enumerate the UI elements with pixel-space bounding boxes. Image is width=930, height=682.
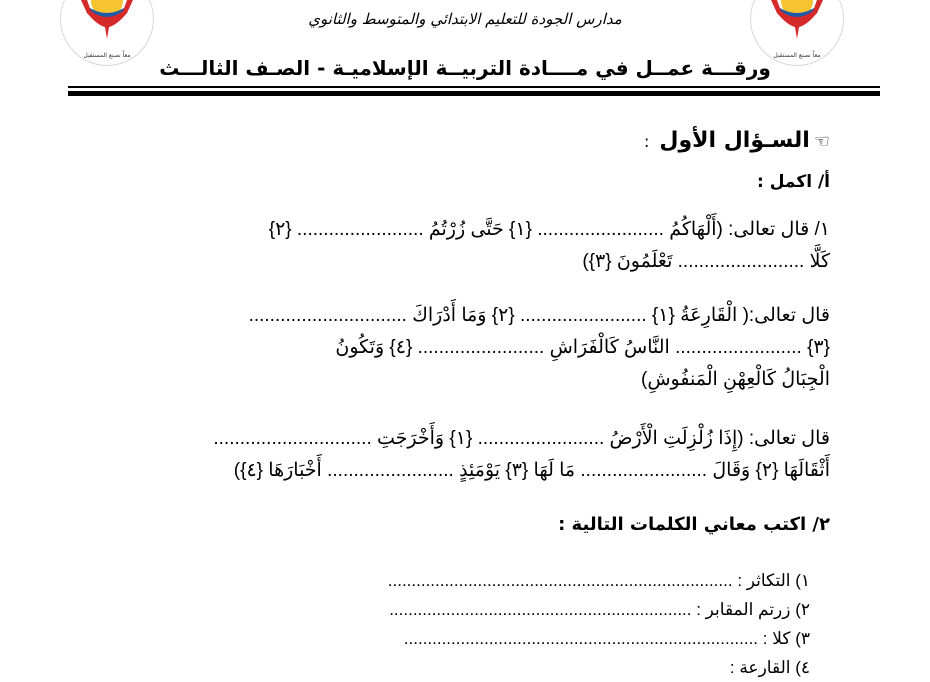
meaning-item [290,566,810,595]
meaning-label: ٤) القارعة : [729,658,810,677]
question1-heading [100,128,830,153]
meaning-blank[interactable]: ........................................................................... [403,629,759,648]
meaning-item [290,624,810,653]
meaning-blank[interactable]: ......................................................................... [387,571,733,590]
part-a-heading: أ/ اكمل : [757,172,830,192]
meaning-item [290,653,810,682]
header-divider-thin [68,86,880,88]
verse-item-2 [100,300,830,396]
question1-colon: : [643,132,650,151]
verse-line: {٣} ........................ النَّاسُ كَالْفَرَاشِ ........................ {٤} وَتَكُونُ [335,337,830,358]
question2-heading: ٢/ اكتب معاني الكلمات التالية : [558,514,830,535]
verse-item-3 [100,423,830,487]
verse-line: الْجِبَالُ كَالْعِهْنِ الْمَنفُوشِ) [641,369,830,390]
worksheet-title: ورقـــة عمــل في مــــادة التربيــة الإسلاميـة - الصـف الثالـــث [159,56,771,80]
meaning-label: ١) التكاثر : [737,571,810,590]
meaning-item [290,595,810,624]
meaning-label: ٢) زرتم المقابر : [696,600,810,619]
school-name: مدارس الجودة للتعليم الابتدائي والمتوسط والثانوي [308,10,622,28]
header-divider-thick [68,91,880,96]
logo-motto: معاً نصنع المستقبل [773,52,821,59]
verse-line: قال تعالى: (إِذَا زُلْزِلَتِ الْأَرْضُ ........................ {١} وَأَخْرَجَتِ .............................. [213,428,830,449]
meanings-list [290,566,810,682]
meaning-label: ٣) كلا : [762,629,810,648]
verse-line: كَلَّا ........................ تَعْلَمُونَ {٣}) [582,251,830,272]
logo-motto: معاً نصنع المستقبل [83,52,131,59]
question1-title: السـؤال الأول [659,128,810,153]
verse-line: أَثْقَالَهَا {٢} وَقَالَ ........................ مَا لَهَا {٣} يَوْمَئِذٍ ........................ أَخْبَارَهَا {٤}) [233,460,830,481]
meaning-blank[interactable]: ................................................................ [389,600,692,619]
verse-item-1 [100,214,830,278]
verse-line: ١/ قال تعالى: (أَلْهَاكُمُ ........................ {١} حَتَّى زُرْتُمُ ........................ {٢} [268,219,830,240]
verse-line: قال تعالى:( الْقَارِعَةُ {١} ........................ {٢} وَمَا أَدْرَاكَ .............................. [248,305,830,326]
pointing-hand-icon: ☜ [813,131,830,152]
